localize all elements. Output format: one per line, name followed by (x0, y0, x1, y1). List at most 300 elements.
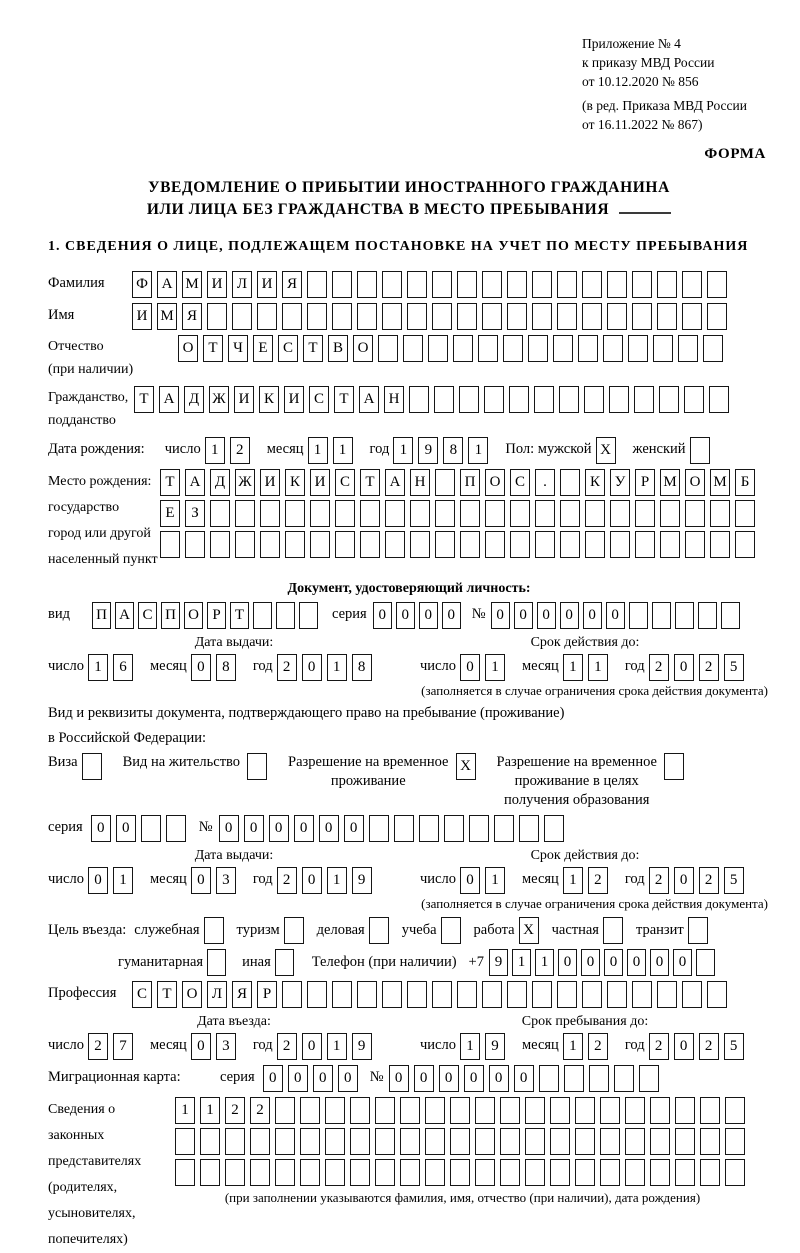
form-cell[interactable]: 2 (699, 1033, 719, 1060)
form-cell[interactable]: С (309, 386, 329, 413)
form-cell[interactable] (607, 981, 627, 1008)
form-cell[interactable] (678, 335, 698, 362)
form-cell[interactable] (375, 1097, 395, 1124)
form-cell[interactable]: С (335, 469, 355, 496)
form-cell[interactable] (434, 386, 454, 413)
form-cell[interactable]: А (359, 386, 379, 413)
form-cell[interactable] (160, 531, 180, 558)
form-cell[interactable] (657, 271, 677, 298)
form-cell[interactable] (141, 815, 161, 842)
form-cell[interactable] (450, 1128, 470, 1155)
form-cell[interactable]: Т (303, 335, 323, 362)
form-cell[interactable] (535, 500, 555, 527)
form-cell[interactable]: М (660, 469, 680, 496)
form-cell[interactable] (507, 981, 527, 1008)
form-cell[interactable] (332, 981, 352, 1008)
form-cell[interactable] (510, 500, 530, 527)
form-cell[interactable]: 0 (116, 815, 136, 842)
form-cell[interactable] (425, 1097, 445, 1124)
form-cell[interactable] (204, 917, 224, 944)
form-cell[interactable]: А (185, 469, 205, 496)
form-cell[interactable]: 0 (263, 1065, 283, 1092)
form-cell[interactable] (299, 602, 318, 629)
form-cell[interactable] (614, 1065, 634, 1092)
form-cell[interactable] (482, 271, 502, 298)
form-cell[interactable] (432, 271, 452, 298)
form-cell[interactable] (510, 531, 530, 558)
form-cell[interactable]: 1 (88, 654, 108, 681)
form-cell[interactable]: 0 (439, 1065, 459, 1092)
form-cell[interactable]: 0 (396, 602, 415, 629)
form-cell[interactable]: 0 (389, 1065, 409, 1092)
form-cell[interactable]: А (157, 271, 177, 298)
form-cell[interactable]: В (328, 335, 348, 362)
form-cell[interactable] (650, 1128, 670, 1155)
form-cell[interactable]: 0 (269, 815, 289, 842)
form-cell[interactable] (300, 1128, 320, 1155)
form-cell[interactable]: 0 (319, 815, 339, 842)
form-cell[interactable] (628, 335, 648, 362)
form-cell[interactable]: О (178, 335, 198, 362)
form-cell[interactable]: 0 (581, 949, 600, 976)
form-cell[interactable] (457, 303, 477, 330)
form-cell[interactable]: 0 (191, 654, 211, 681)
form-cell[interactable]: Я (282, 271, 302, 298)
form-cell[interactable] (428, 335, 448, 362)
form-cell[interactable] (725, 1128, 745, 1155)
form-cell[interactable] (500, 1159, 520, 1186)
form-cell[interactable] (682, 981, 702, 1008)
form-cell[interactable] (710, 531, 730, 558)
form-cell[interactable] (664, 753, 684, 780)
form-cell[interactable]: 2 (250, 1097, 270, 1124)
form-cell[interactable]: 0 (302, 867, 322, 894)
form-cell[interactable] (550, 1097, 570, 1124)
form-cell[interactable]: 0 (514, 1065, 534, 1092)
form-cell[interactable]: 8 (352, 654, 372, 681)
form-cell[interactable] (200, 1159, 220, 1186)
form-cell[interactable]: 0 (604, 949, 623, 976)
form-cell[interactable]: М (182, 271, 202, 298)
form-cell[interactable]: 1 (200, 1097, 220, 1124)
form-cell[interactable] (247, 753, 267, 780)
form-cell[interactable] (707, 271, 727, 298)
form-cell[interactable]: 1 (588, 654, 608, 681)
form-cell[interactable] (575, 1128, 595, 1155)
form-cell[interactable]: М (710, 469, 730, 496)
form-cell[interactable] (634, 386, 654, 413)
form-cell[interactable]: 1 (563, 654, 583, 681)
form-cell[interactable] (607, 303, 627, 330)
form-cell[interactable]: 2 (699, 654, 719, 681)
form-cell[interactable] (360, 531, 380, 558)
form-cell[interactable]: 3 (216, 867, 236, 894)
form-cell[interactable]: Т (230, 602, 249, 629)
form-cell[interactable]: А (159, 386, 179, 413)
form-cell[interactable]: 2 (649, 867, 669, 894)
form-cell[interactable]: 1 (485, 654, 505, 681)
form-cell[interactable] (582, 303, 602, 330)
form-cell[interactable] (707, 303, 727, 330)
form-cell[interactable]: 0 (674, 654, 694, 681)
form-cell[interactable]: 1 (563, 867, 583, 894)
form-cell[interactable] (603, 335, 623, 362)
form-cell[interactable] (332, 271, 352, 298)
form-cell[interactable] (282, 981, 302, 1008)
form-cell[interactable] (425, 1128, 445, 1155)
form-cell[interactable]: 9 (418, 437, 438, 464)
form-cell[interactable]: А (115, 602, 134, 629)
form-cell[interactable] (432, 981, 452, 1008)
form-cell[interactable] (257, 303, 277, 330)
form-cell[interactable] (534, 386, 554, 413)
form-cell[interactable] (650, 1159, 670, 1186)
form-cell[interactable] (175, 1159, 195, 1186)
form-cell[interactable] (507, 271, 527, 298)
form-cell[interactable] (535, 531, 555, 558)
form-cell[interactable]: 6 (113, 654, 133, 681)
form-cell[interactable]: К (585, 469, 605, 496)
form-cell[interactable] (544, 815, 564, 842)
form-cell[interactable] (700, 1128, 720, 1155)
form-cell[interactable]: 2 (277, 1033, 297, 1060)
form-cell[interactable] (285, 500, 305, 527)
form-cell[interactable]: 2 (699, 867, 719, 894)
form-cell[interactable]: 1 (563, 1033, 583, 1060)
form-cell[interactable] (500, 1128, 520, 1155)
form-cell[interactable] (441, 917, 461, 944)
form-cell[interactable] (403, 335, 423, 362)
form-cell[interactable] (600, 1159, 620, 1186)
form-cell[interactable]: 0 (560, 602, 579, 629)
form-cell[interactable] (532, 303, 552, 330)
form-cell[interactable] (350, 1128, 370, 1155)
form-cell[interactable] (557, 981, 577, 1008)
form-cell[interactable]: 1 (512, 949, 531, 976)
form-cell[interactable] (652, 602, 671, 629)
form-cell[interactable] (685, 531, 705, 558)
form-cell[interactable] (375, 1128, 395, 1155)
form-cell[interactable] (400, 1097, 420, 1124)
form-cell[interactable] (407, 271, 427, 298)
form-cell[interactable] (710, 500, 730, 527)
form-cell[interactable]: С (132, 981, 152, 1008)
form-cell[interactable] (625, 1097, 645, 1124)
form-cell[interactable]: Н (384, 386, 404, 413)
form-cell[interactable]: 0 (302, 654, 322, 681)
form-cell[interactable] (435, 469, 455, 496)
form-cell[interactable] (300, 1159, 320, 1186)
form-cell[interactable] (335, 500, 355, 527)
form-cell[interactable]: У (610, 469, 630, 496)
form-cell[interactable]: Т (157, 981, 177, 1008)
form-cell[interactable]: 0 (373, 602, 392, 629)
form-cell[interactable]: И (234, 386, 254, 413)
form-cell[interactable]: О (485, 469, 505, 496)
form-cell[interactable] (657, 303, 677, 330)
form-cell[interactable] (559, 386, 579, 413)
form-cell[interactable] (300, 1097, 320, 1124)
form-cell[interactable]: Т (134, 386, 154, 413)
form-cell[interactable] (250, 1159, 270, 1186)
form-cell[interactable]: 0 (219, 815, 239, 842)
form-cell[interactable] (525, 1159, 545, 1186)
form-cell[interactable]: П (92, 602, 111, 629)
form-cell[interactable] (532, 981, 552, 1008)
form-cell[interactable] (276, 602, 295, 629)
form-cell[interactable] (235, 531, 255, 558)
form-cell[interactable] (485, 531, 505, 558)
form-cell[interactable]: К (285, 469, 305, 496)
form-cell[interactable] (166, 815, 186, 842)
form-cell[interactable] (175, 1128, 195, 1155)
form-cell[interactable]: Л (232, 271, 252, 298)
form-cell[interactable] (459, 386, 479, 413)
form-cell[interactable] (525, 1097, 545, 1124)
form-cell[interactable] (469, 815, 489, 842)
form-cell[interactable] (200, 1128, 220, 1155)
form-cell[interactable] (357, 981, 377, 1008)
form-cell[interactable]: 1 (485, 867, 505, 894)
form-cell[interactable] (721, 602, 740, 629)
form-cell[interactable]: 0 (460, 867, 480, 894)
form-cell[interactable]: К (259, 386, 279, 413)
form-cell[interactable] (225, 1128, 245, 1155)
form-cell[interactable]: 5 (724, 654, 744, 681)
form-cell[interactable]: 9 (352, 867, 372, 894)
form-cell[interactable]: 2 (588, 867, 608, 894)
form-cell[interactable]: И (284, 386, 304, 413)
form-cell[interactable] (700, 1159, 720, 1186)
form-cell[interactable] (260, 500, 280, 527)
form-cell[interactable] (584, 386, 604, 413)
form-cell[interactable] (285, 531, 305, 558)
form-cell[interactable] (610, 531, 630, 558)
form-cell[interactable] (557, 271, 577, 298)
form-cell[interactable] (332, 303, 352, 330)
form-cell[interactable]: 0 (419, 602, 438, 629)
form-cell[interactable] (660, 500, 680, 527)
form-cell[interactable]: А (385, 469, 405, 496)
form-cell[interactable]: Ч (228, 335, 248, 362)
form-cell[interactable] (639, 1065, 659, 1092)
form-cell[interactable] (690, 437, 710, 464)
form-cell[interactable] (735, 531, 755, 558)
form-cell[interactable] (307, 981, 327, 1008)
form-cell[interactable] (275, 1128, 295, 1155)
form-cell[interactable] (435, 500, 455, 527)
form-cell[interactable] (500, 1097, 520, 1124)
form-cell[interactable] (675, 1097, 695, 1124)
form-cell[interactable] (307, 303, 327, 330)
form-cell[interactable]: X (519, 917, 539, 944)
form-cell[interactable]: 3 (216, 1033, 236, 1060)
form-cell[interactable] (410, 500, 430, 527)
form-cell[interactable] (560, 469, 580, 496)
form-cell[interactable]: 0 (442, 602, 461, 629)
form-cell[interactable]: 0 (294, 815, 314, 842)
form-cell[interactable] (250, 1128, 270, 1155)
form-cell[interactable] (725, 1097, 745, 1124)
form-cell[interactable]: 8 (216, 654, 236, 681)
form-cell[interactable] (478, 335, 498, 362)
form-cell[interactable] (378, 335, 398, 362)
form-cell[interactable]: П (460, 469, 480, 496)
form-cell[interactable]: 2 (649, 1033, 669, 1060)
form-cell[interactable]: 0 (313, 1065, 333, 1092)
form-cell[interactable] (357, 303, 377, 330)
form-cell[interactable]: 9 (485, 1033, 505, 1060)
form-cell[interactable] (457, 981, 477, 1008)
form-cell[interactable]: Т (160, 469, 180, 496)
form-cell[interactable] (632, 271, 652, 298)
form-cell[interactable] (410, 531, 430, 558)
form-cell[interactable]: Я (182, 303, 202, 330)
form-cell[interactable] (625, 1128, 645, 1155)
form-cell[interactable] (525, 1128, 545, 1155)
form-cell[interactable] (275, 949, 294, 976)
form-cell[interactable]: 1 (535, 949, 554, 976)
form-cell[interactable] (325, 1159, 345, 1186)
form-cell[interactable] (650, 1097, 670, 1124)
form-cell[interactable]: И (207, 271, 227, 298)
form-cell[interactable]: 5 (724, 1033, 744, 1060)
form-cell[interactable]: 0 (288, 1065, 308, 1092)
form-cell[interactable] (550, 1128, 570, 1155)
form-cell[interactable] (585, 531, 605, 558)
form-cell[interactable]: 0 (302, 1033, 322, 1060)
form-cell[interactable]: 2 (225, 1097, 245, 1124)
form-cell[interactable] (684, 386, 704, 413)
form-cell[interactable]: 7 (113, 1033, 133, 1060)
form-cell[interactable] (407, 981, 427, 1008)
form-cell[interactable]: 0 (244, 815, 264, 842)
form-cell[interactable] (539, 1065, 559, 1092)
form-cell[interactable]: 0 (191, 867, 211, 894)
form-cell[interactable]: О (184, 602, 203, 629)
form-cell[interactable]: 2 (277, 867, 297, 894)
form-cell[interactable] (225, 1159, 245, 1186)
form-cell[interactable] (444, 815, 464, 842)
form-cell[interactable] (484, 386, 504, 413)
form-cell[interactable] (284, 917, 304, 944)
form-cell[interactable]: Т (334, 386, 354, 413)
form-cell[interactable]: 0 (673, 949, 692, 976)
form-cell[interactable] (682, 271, 702, 298)
form-cell[interactable]: С (138, 602, 157, 629)
form-cell[interactable] (432, 303, 452, 330)
form-cell[interactable] (210, 531, 230, 558)
form-cell[interactable]: 2 (230, 437, 250, 464)
form-cell[interactable] (475, 1128, 495, 1155)
form-cell[interactable] (696, 949, 715, 976)
form-cell[interactable] (369, 917, 389, 944)
form-cell[interactable] (400, 1159, 420, 1186)
form-cell[interactable]: 0 (464, 1065, 484, 1092)
form-cell[interactable] (575, 1097, 595, 1124)
form-cell[interactable]: 1 (327, 867, 347, 894)
form-cell[interactable]: 0 (489, 1065, 509, 1092)
form-cell[interactable]: . (535, 469, 555, 496)
form-cell[interactable] (609, 386, 629, 413)
form-cell[interactable]: 1 (393, 437, 413, 464)
form-cell[interactable] (600, 1128, 620, 1155)
form-cell[interactable]: Н (410, 469, 430, 496)
form-cell[interactable] (557, 303, 577, 330)
form-cell[interactable]: Л (207, 981, 227, 1008)
form-cell[interactable] (585, 500, 605, 527)
form-cell[interactable] (400, 1128, 420, 1155)
form-cell[interactable] (460, 500, 480, 527)
form-cell[interactable] (450, 1159, 470, 1186)
form-cell[interactable]: 0 (606, 602, 625, 629)
form-cell[interactable]: 1 (205, 437, 225, 464)
form-cell[interactable] (600, 1097, 620, 1124)
form-cell[interactable]: И (310, 469, 330, 496)
form-cell[interactable] (457, 271, 477, 298)
form-cell[interactable]: 0 (491, 602, 510, 629)
form-cell[interactable] (307, 271, 327, 298)
form-cell[interactable]: 0 (558, 949, 577, 976)
form-cell[interactable] (735, 500, 755, 527)
form-cell[interactable]: 5 (724, 867, 744, 894)
form-cell[interactable]: 9 (352, 1033, 372, 1060)
form-cell[interactable] (682, 303, 702, 330)
form-cell[interactable]: И (132, 303, 152, 330)
form-cell[interactable] (688, 917, 708, 944)
form-cell[interactable] (700, 1097, 720, 1124)
form-cell[interactable]: С (510, 469, 530, 496)
form-cell[interactable] (350, 1159, 370, 1186)
form-cell[interactable]: 0 (627, 949, 646, 976)
form-cell[interactable] (675, 1159, 695, 1186)
form-cell[interactable] (482, 303, 502, 330)
form-cell[interactable] (519, 815, 539, 842)
form-cell[interactable]: Т (203, 335, 223, 362)
form-cell[interactable]: Ж (209, 386, 229, 413)
form-cell[interactable]: 0 (583, 602, 602, 629)
form-cell[interactable] (475, 1159, 495, 1186)
form-cell[interactable] (450, 1097, 470, 1124)
form-cell[interactable] (575, 1159, 595, 1186)
form-cell[interactable] (703, 335, 723, 362)
form-cell[interactable] (675, 602, 694, 629)
form-cell[interactable]: Р (635, 469, 655, 496)
form-cell[interactable]: 0 (414, 1065, 434, 1092)
form-cell[interactable] (550, 1159, 570, 1186)
form-cell[interactable] (578, 335, 598, 362)
form-cell[interactable] (210, 500, 230, 527)
form-cell[interactable] (382, 271, 402, 298)
form-cell[interactable] (685, 500, 705, 527)
form-cell[interactable] (350, 1097, 370, 1124)
form-cell[interactable] (207, 303, 227, 330)
form-cell[interactable] (394, 815, 414, 842)
form-cell[interactable] (207, 949, 226, 976)
form-cell[interactable]: И (260, 469, 280, 496)
form-cell[interactable]: 2 (588, 1033, 608, 1060)
form-cell[interactable] (425, 1159, 445, 1186)
form-cell[interactable] (460, 531, 480, 558)
form-cell[interactable] (357, 271, 377, 298)
form-cell[interactable] (382, 303, 402, 330)
form-cell[interactable] (632, 981, 652, 1008)
form-cell[interactable] (375, 1159, 395, 1186)
form-cell[interactable]: З (185, 500, 205, 527)
form-cell[interactable]: О (182, 981, 202, 1008)
form-cell[interactable] (657, 981, 677, 1008)
form-cell[interactable]: Р (207, 602, 226, 629)
